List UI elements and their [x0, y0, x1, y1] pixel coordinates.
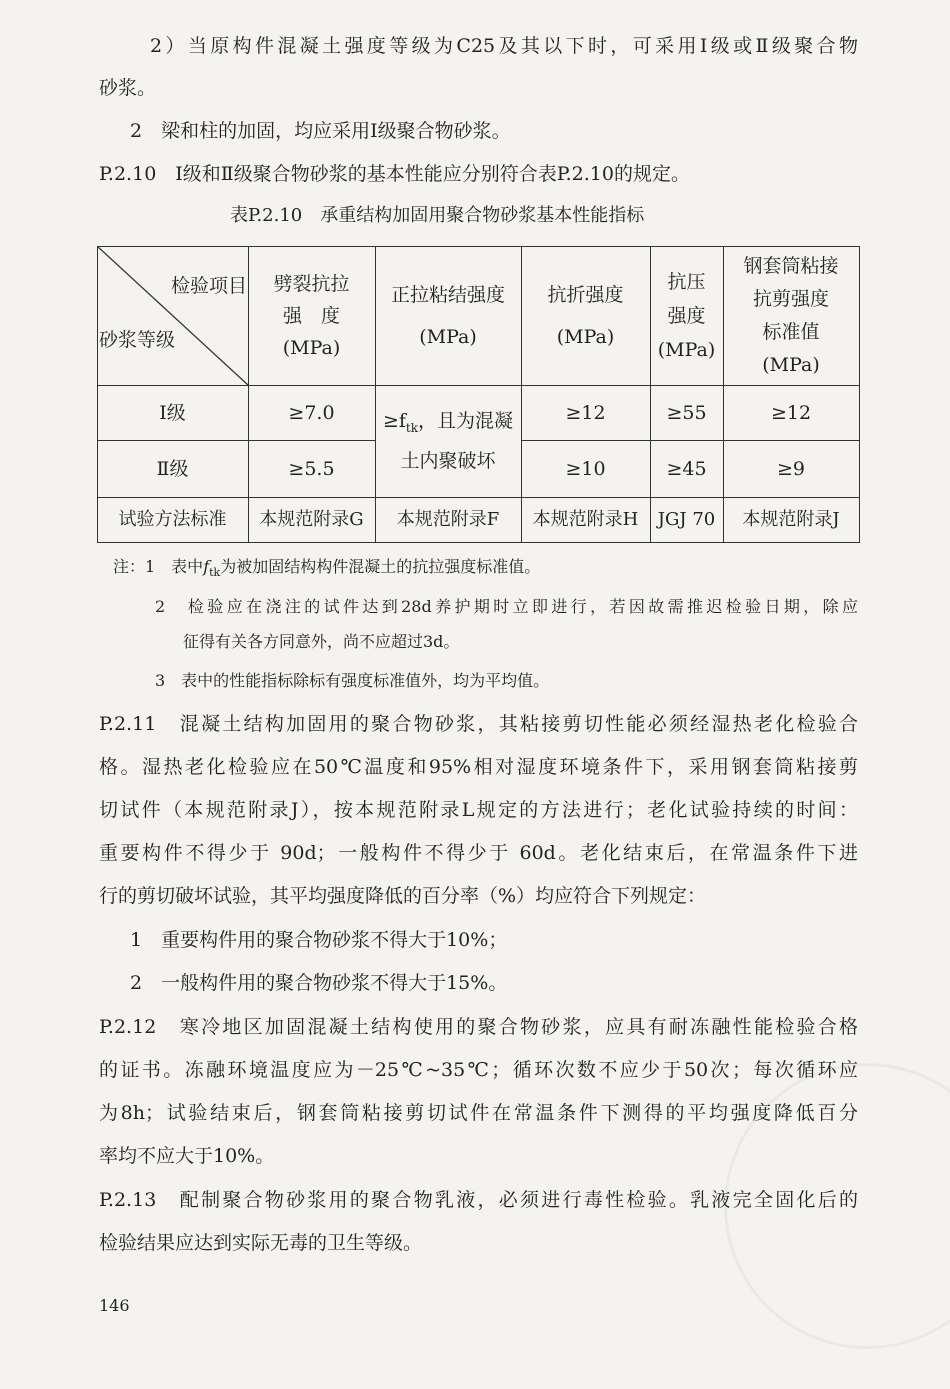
- corner-header-top: 检验项目: [170, 275, 247, 297]
- paragraph-line: 检验结果应达到实际无毒的卫生等级。: [99, 1232, 423, 1254]
- paragraph-line: 2）当原构件混凝土强度等级为C25及其以下时，可采用Ⅰ级或Ⅱ级聚合物: [150, 35, 858, 57]
- header-shear-strength: 钢套筒粘接 抗剪强度 标准值 (MPa): [743, 254, 839, 376]
- performance-table: [97, 246, 860, 543]
- header-flexural-strength: 抗折强度 (MPa): [547, 283, 624, 348]
- header-split-strength: 劈裂抗拉 强 度 (MPa): [273, 272, 350, 359]
- table-note-1: 注：1 表中$f_{tk}$为被加固结构构件混凝土的抗拉强度标准值。: [113, 557, 541, 580]
- corner-header-bottom: 砂浆等级: [99, 329, 176, 351]
- paragraph-line: 为8h；试验结束后，钢套筒粘接剪切试件在常温条件下测得的平均强度降低百分: [99, 1102, 858, 1124]
- clause-p2-13: P.2.13 配制聚合物砂浆用的聚合物乳液，必须进行毒性检验。乳液完全固化后的: [99, 1189, 858, 1211]
- test-method-shear: 本规范附录J: [742, 508, 840, 530]
- clause-p2-11: P.2.11 混凝土结构加固用的聚合物砂浆，其粘接剪切性能必须经湿热老化检验合: [99, 713, 858, 735]
- list-item: 2 一般构件用的聚合物砂浆不得大于15%。: [130, 972, 508, 994]
- clause-p2-10: P.2.10 Ⅰ级和Ⅱ级聚合物砂浆的基本性能应分别符合表P.2.10的规定。: [99, 163, 690, 185]
- table-note-2: 2 检验应在浇注的试件达到28d养护期时立即进行，若因故需推迟检验日期，除应: [155, 597, 858, 616]
- grade-2-flex: ≥10: [565, 457, 606, 480]
- grade-1-split: ≥7.0: [288, 401, 335, 424]
- table-note-3: 3 表中的性能指标除标有强度标准值外，均为平均值。: [155, 671, 550, 690]
- test-method-flex: 本规范附录H: [532, 508, 639, 530]
- grade-1-shear: ≥12: [770, 401, 812, 424]
- test-method-label: 试验方法标准: [118, 508, 227, 530]
- bond-merged-cell: $\ge f_{tk}$，且为混凝 土内聚破坏: [382, 409, 514, 473]
- table-caption: 表P.2.10 承重结构加固用聚合物砂浆基本性能指标: [230, 205, 645, 226]
- paragraph-line: 砂浆。: [99, 77, 157, 99]
- list-item: 1 重要构件用的聚合物砂浆不得大于10%；: [130, 929, 508, 951]
- grade-2-comp: ≥45: [666, 457, 707, 480]
- grade-1-label: Ⅰ级: [159, 401, 186, 424]
- paragraph-line: 格。湿热老化检验应在50℃温度和95%相对湿度环境条件下，采用钢套筒粘接剪: [99, 756, 858, 778]
- grade-2-shear: ≥9: [776, 457, 805, 480]
- grade-2-split: ≥5.5: [288, 457, 335, 480]
- header-compressive-strength: 抗压 强度 (MPa): [657, 270, 716, 361]
- grade-1-flex: ≥12: [565, 401, 606, 424]
- header-bond-strength: 正拉粘结强度 (MPa): [390, 283, 505, 348]
- diagonal-divider: [97, 246, 249, 386]
- paragraph-line: 率均不应大于10%。: [99, 1145, 275, 1167]
- paragraph-line: 的证书。冻融环境温度应为－25℃~35℃；循环次数不应少于50次；每次循环应: [99, 1059, 858, 1081]
- page-number: 146: [99, 1296, 130, 1315]
- list-item: 2 梁和柱的加固，均应采用Ⅰ级聚合物砂浆。: [130, 120, 511, 142]
- paragraph-line: 重要构件不得少于 90d；一般构件不得少于 60d。老化结束后，在常温条件下进: [99, 842, 858, 864]
- clause-p2-12: P.2.12 寒冷地区加固混凝土结构使用的聚合物砂浆，应具有耐冻融性能检验合格: [99, 1016, 858, 1038]
- test-method-comp: JGJ 70: [657, 508, 716, 530]
- paragraph-line: 切试件（本规范附录J），按本规范附录L规定的方法进行；老化试验持续的时间：: [99, 799, 858, 821]
- grade-2-label: Ⅱ级: [156, 457, 189, 480]
- paragraph-line: 行的剪切破坏试验，其平均强度降低的百分率（%）均应符合下列规定：: [99, 885, 707, 907]
- table-note-2-cont: 征得有关各方同意外，尚不应超过3d。: [183, 632, 460, 651]
- test-method-bond: 本规范附录F: [396, 508, 500, 530]
- grade-1-comp: ≥55: [666, 401, 707, 424]
- test-method-split: 本规范附录G: [259, 508, 364, 530]
